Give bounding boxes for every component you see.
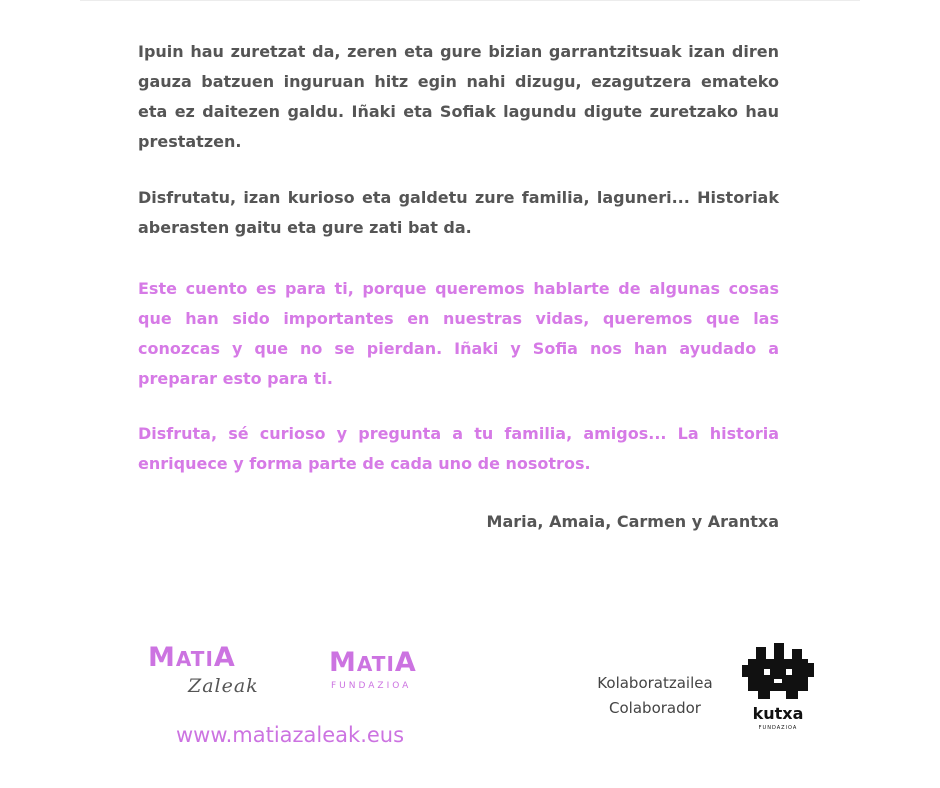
wordmark-a: A <box>394 647 417 678</box>
matia-fundazioa-subtitle: FUNDAZIOA <box>331 681 412 691</box>
basque-paragraph-2: Disfrutatu, izan kurioso eta galdetu zure familia, laguneri... Historiak aberasten gaitu eta gure zati bat da. <box>138 188 779 237</box>
wordmark-ati: ATI <box>175 647 214 671</box>
matia-zaleak-wordmark <box>148 643 252 674</box>
website-link[interactable]: www.matiazaleak.eus <box>176 723 405 747</box>
kutxa-fundazioa-logo <box>742 643 814 735</box>
basque-paragraph-1: Ipuin hau zuretzat da, zeren eta gure bizian garrantzitsuak izan diren gauza batzuen inguruan hitz egin nahi dizugu, ezagutzera emateko eta ez daitezen galdu. Iñaki eta Sofiak lagundu digute zuretzako hau prestatzen. <box>138 42 779 151</box>
matia-fundazioa-logo <box>329 648 437 696</box>
wordmark-a: A <box>213 642 236 673</box>
collaborator-label <box>585 671 725 721</box>
kutxa-name: kutxa <box>752 704 804 723</box>
wordmark-ati: ATI <box>356 652 395 676</box>
collaborator-label-es: Colaborador <box>609 699 701 717</box>
wordmark-m: M <box>148 642 176 673</box>
matia-zaleak-subtitle: Zaleak <box>188 675 259 697</box>
kutxa-tag: FUNDAZIOA <box>758 725 798 731</box>
collaborator-label-eu: Kolaboratzailea <box>597 674 713 692</box>
spanish-paragraph-2: Disfruta, sé curioso y pregunta a tu familia, amigos... La historia enriquece y forma parte de cada uno de nosotros. <box>138 424 779 473</box>
signature: Maria, Amaia, Carmen y Arantxa <box>486 512 779 531</box>
top-divider <box>80 0 860 1</box>
spanish-paragraph-1: Este cuento es para ti, porque queremos hablarte de algunas cosas que han sido importantes en nuestras vidas, queremos que las conozcas y que no se pierdan. Iñaki y Sofia nos han ayudado a preparar esto para ti. <box>138 279 779 388</box>
wordmark-m: M <box>329 647 357 678</box>
kutxa-emblem-icon <box>742 643 814 703</box>
matia-fundazioa-wordmark <box>329 648 437 679</box>
matia-zaleak-logo <box>148 642 259 701</box>
